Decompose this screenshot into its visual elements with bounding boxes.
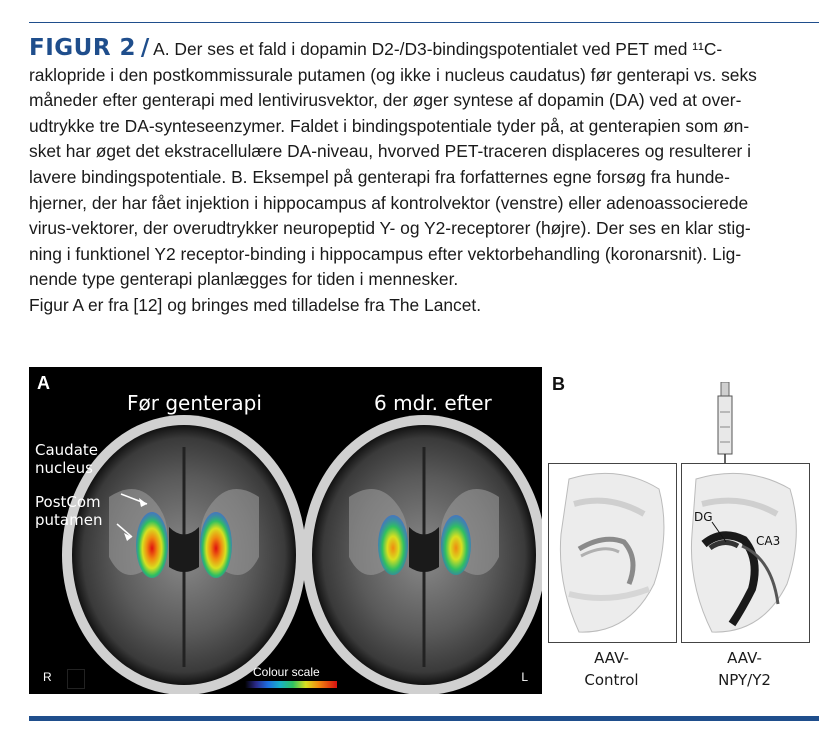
caption-line-3: måneder efter genterapi med lentivirusvektor, der øger syntese af dopamin (DA) ved at over- <box>29 90 742 111</box>
caption-line-10: nende type genterapi planlægges for tiden i mennesker. <box>29 269 459 290</box>
label-aav-control <box>548 647 675 691</box>
figure-label: FIGUR 2 <box>29 35 137 61</box>
caption-line-9: ning i funktionel Y2 receptor-binding i hippocampus efter vektorbehandling (koronarsnit). Lig- <box>29 243 742 264</box>
colour-scale-label: Colour scale <box>253 665 320 679</box>
orientation-left-label: L <box>521 670 528 684</box>
caption-line-5: sket har øget det ekstracellulære DA-niveau, hvorved PET-traceren displaceres og resulterer i <box>29 141 752 162</box>
caption-line-2: raklopride i den postkommissurale putamen (og ikke i nucleus caudatus) før genterapi vs. seks <box>29 64 757 85</box>
annotation-postcom <box>35 493 102 529</box>
caption-line-7: hjerner, der har fået injektion i hippocampus af kontrolvektor (venstre) eller adenoassocierede <box>29 192 749 213</box>
colour-scale-bar <box>245 681 337 688</box>
annotation-caudate-line2: nucleus <box>35 459 93 477</box>
figure-slash: / <box>140 35 150 61</box>
label-aav-npy-y2-line1: AAV- <box>727 649 762 667</box>
annotation-caudate <box>35 441 98 477</box>
bottom-rule <box>29 716 819 721</box>
caption-line-11: Figur A er fra [12] og bringes med tilladelse fra The Lancet. <box>29 294 482 315</box>
figure-caption <box>29 35 819 319</box>
slice-control <box>548 463 677 643</box>
label-aav-npy-y2-line2: NPY/Y2 <box>718 671 771 689</box>
orientation-right-label: R <box>43 670 52 684</box>
panel-a-pet-image <box>29 367 542 694</box>
label-aav-control-line1: AAV- <box>594 649 629 667</box>
brain-before <box>62 415 306 694</box>
slice-control-graphic <box>549 464 676 642</box>
panel-b-label: B <box>552 374 565 394</box>
slice-npy-y2 <box>681 463 810 643</box>
label-aav-control-line2: Control <box>584 671 639 689</box>
title-after: 6 mdr. efter <box>374 391 492 415</box>
label-aav-npy-y2 <box>681 647 808 691</box>
brain-after <box>302 415 542 694</box>
caption-line-6: lavere bindingspotentiale. B. Eksempel på genterapi fra forfatternes egne forsøg fra hunde- <box>29 166 730 187</box>
slice-npy-y2-graphic <box>682 464 809 642</box>
caption-line-1 <box>29 36 819 63</box>
annotation-dg: DG <box>694 510 713 524</box>
brain-scans-graphic <box>29 367 542 694</box>
black-marker <box>67 669 85 689</box>
title-before: Før genterapi <box>127 391 262 415</box>
annotation-postcom-line2: putamen <box>35 511 103 529</box>
annotation-caudate-line1: Caudate <box>35 441 98 459</box>
annotation-ca3: CA3 <box>756 534 781 548</box>
top-rule <box>29 22 819 23</box>
annotation-postcom-line1: PostCom <box>35 493 101 511</box>
caption-line-8: virus-vektorer, der overudtrykker neuropeptid Y- og Y2-receptorer (højre). Der ses en klar stig- <box>29 218 751 239</box>
caption-line-4: udtrykke tre DA-synteseenzymer. Faldet i bindingspotentiale tyder på, at genterapien som øn- <box>29 115 750 136</box>
caption-text-1: A. Der ses et fald i dopamin D2-/D3-bindingspotentialet ved PET med ¹¹C- <box>153 39 723 59</box>
panel-a-label: A <box>37 373 50 393</box>
